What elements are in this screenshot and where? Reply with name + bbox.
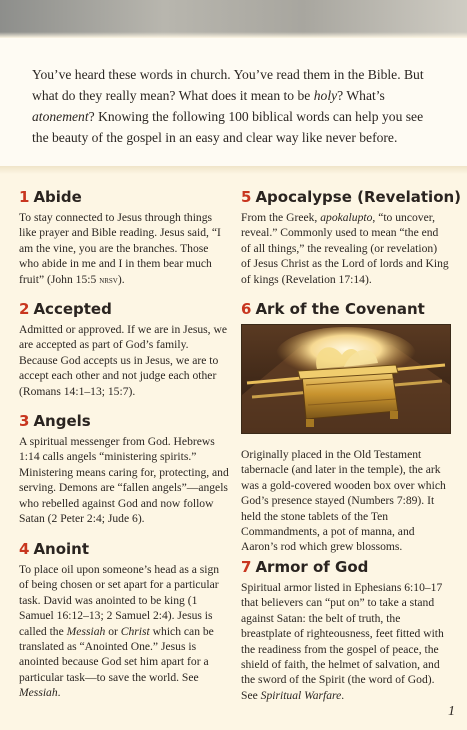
entry-definition: To stay connected to Jesus through things like prayer and Bible reading. Jesus said, “I am the vine, you are the branches. Those who abide in me and I in them bear much fruit” (John 15:5 nrsv). <box>19 211 221 286</box>
entry-angels <box>19 412 229 526</box>
entry-definition: A spiritual messenger from God. Hebrews 1:14 calls angels “ministering spirits.” Ministering means caring for, protecting, and serving. Demons are “fallen angels”—angels who rebelled against God and now follow Satan (2 Peter 2:4; Jude 6). <box>19 435 229 526</box>
entry-definition: Originally placed in the Old Testament tabernacle (and later in the temple), the ark was a gold-covered wooden box over which God’s presence stayed (Numbers 7:89). It held the stone tablets of the Ten Commandments, a pot of manna, and Aaron’s rod which grew blossoms. <box>241 448 446 554</box>
entry-heading: 6 Ark of the Covenant <box>241 300 425 318</box>
entry-definition: From the Greek, apokalupto, “to uncover, reveal.” Commonly used to mean “the end of all things,” the revealing (or revelation) of Jesus Christ as the Lord of lords and King of kings (Revelation 17:14). <box>241 211 449 286</box>
entry-heading: 7 Armor of God <box>241 558 369 576</box>
entry-definition: To place oil upon someone’s head as a sign of being chosen or set apart for a particular task. David was anointed to be king (1 Samuel 16:12–13; 2 Samuel 2:4). Jesus is called the Messiah or Christ which can be translated as “Anointed One.” Jesus is anointed because God set him apart for a particular task—to save the world. See Messiah. <box>19 563 220 700</box>
entry-definition: Spiritual armor listed in Ephesians 6:10–17 that believers can “put on” to take a stand against Satan: the belt of truth, the breastplate of righteousness, feet fitted with the readiness from the gospel of peace, the shield of faith, the helmet of salvation, and the sword of the Spirit (the word of God). See Spiritual Warfare. <box>241 581 444 702</box>
entry-ark-of-the-covenant <box>241 300 449 555</box>
intro-box <box>0 38 467 166</box>
entry-armor-of-god <box>241 558 449 703</box>
header-photo-band <box>0 0 467 38</box>
intro-paragraph: You’ve heard these words in church. You’ve read them in the Bible. But what do they really mean? What does it mean to be holy? What’s atonement? Knowing the following 100 biblical words can help you see the beauty of the gospel in an easy and clear way like never before. <box>32 67 424 145</box>
entry-accepted <box>19 300 229 399</box>
entry-abide <box>19 188 229 288</box>
entry-definition: Admitted or approved. If we are in Jesus, we are accepted as part of God’s family. Because God accepts us in Jesus, we are to accept each other and not judge each other (Romans 14:1–13; 15:7). <box>19 323 227 398</box>
entry-apocalypse <box>241 188 462 287</box>
ark-illustration <box>241 324 451 434</box>
entry-anoint <box>19 540 229 701</box>
entry-heading: 1 Abide <box>19 188 82 206</box>
entry-heading: 4 Anoint <box>19 540 90 558</box>
entry-heading: 3 Angels <box>19 412 91 430</box>
entry-heading: 2 Accepted <box>19 300 112 318</box>
page-number: 1 <box>448 704 455 719</box>
intro-divider <box>0 166 467 174</box>
entry-heading: 5 Apocalypse (Revelation) <box>241 188 462 206</box>
